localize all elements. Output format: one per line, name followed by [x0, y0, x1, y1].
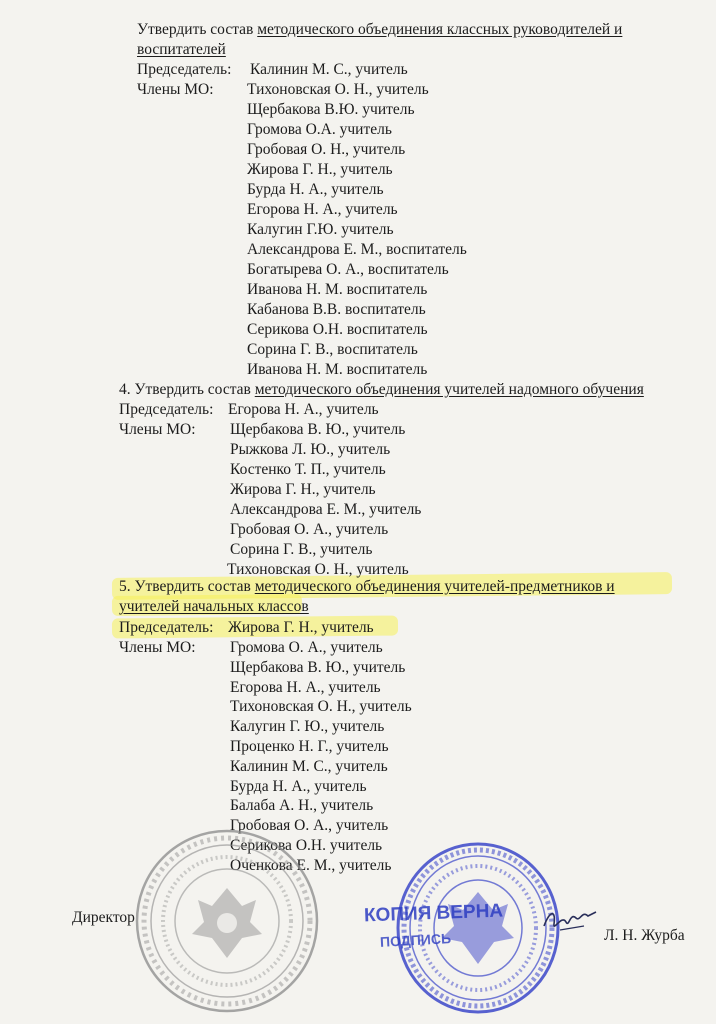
member-item: Егорова Н. А., учитель	[247, 201, 398, 218]
member-item: Иванова Н. М. воспитатель	[247, 361, 428, 378]
member-item: Бурда Н. А., учитель	[230, 777, 367, 795]
copy-stamp-subtext: ПОДПИСЬ	[379, 930, 452, 950]
member-item: Щербакова В. Ю., учитель	[230, 658, 406, 676]
member-item: Тихоновская О. Н., учитель	[247, 81, 429, 98]
block4-title: методического объединения учителей надомного обучения	[254, 381, 644, 398]
member-item: Балаба А. Н., учитель	[230, 797, 374, 815]
member-item: Александрова Е. М., воспитатель	[247, 241, 467, 258]
block4-chair-label: Председатель:	[119, 401, 214, 418]
member-item: Егорова Н. А., учитель	[230, 678, 381, 696]
member-item: Иванова Н. М. воспитатель	[247, 281, 428, 298]
round-seal-gray	[132, 826, 322, 1016]
block4-intro: 4. Утвердить состав	[119, 381, 255, 398]
block4-chair: Егорова Н. А., учитель	[228, 401, 379, 418]
member-item: Тихоновская О. Н., учитель	[227, 561, 409, 578]
block3-members-label: Члены МО:	[137, 81, 214, 98]
director-title: Директор	[72, 909, 135, 926]
block3-intro: Утвердить состав	[137, 21, 258, 38]
member-item: Гробовая О. А., учитель	[230, 817, 389, 835]
handwritten-signature	[540, 904, 602, 938]
member-item: Щербакова В. Ю., учитель	[230, 421, 406, 438]
member-item: Гробовая О. А., учитель	[230, 521, 389, 538]
block5-heading	[119, 577, 615, 597]
member-item: Сорина Г. В., воспитатель	[247, 341, 418, 358]
member-item: Щербакова В.Ю. учитель	[247, 101, 415, 118]
block5-title-cont: учителей начальных классов	[119, 598, 309, 615]
member-item: Сорина Г. В., учитель	[230, 541, 373, 558]
member-item: Кабанова В.В. воспитатель	[247, 301, 426, 318]
round-seal-blue	[390, 840, 560, 1015]
member-item: Калугин Г. Ю., учитель	[230, 718, 385, 736]
block4-heading	[119, 380, 644, 400]
member-item: Тихоновская О. Н., учитель	[230, 698, 412, 716]
member-item: Костенко Т. П., учитель	[230, 461, 386, 478]
member-item: Бурда Н. А., учитель	[247, 181, 384, 198]
member-item: Богатырева О. А., воспитатель	[247, 261, 449, 278]
block5-title: методического объединения учителей-предметников и	[254, 578, 615, 595]
block4-members-label: Члены МО:	[119, 421, 196, 438]
block5-members-label: Члены МО:	[119, 639, 196, 656]
member-item: Александрова Е. М., учитель	[230, 501, 422, 518]
block5-chair: Жирова Г. Н., учитель	[228, 619, 374, 636]
member-item: Серикова О.Н. учитель	[230, 837, 383, 854]
block3-chair-label: Председатель:	[137, 61, 232, 78]
member-item: Жирова Г. Н., учитель	[230, 481, 376, 498]
member-item: Серикова О.Н. воспитатель	[247, 321, 428, 338]
member-item: Гробовая О. Н., учитель	[247, 141, 406, 158]
member-item: Оченкова Е. М., учитель	[230, 856, 392, 874]
block5-intro: 5. Утвердить состав	[119, 578, 255, 595]
member-item: Жирова Г. Н., учитель	[247, 161, 393, 178]
member-item: Проценко Н. Г., учитель	[230, 738, 389, 755]
copy-stamp-text: КОПИЯ ВЕРНА	[363, 900, 504, 927]
block5-chair-label: Председатель:	[119, 619, 214, 636]
member-item: Громова О.А. учитель	[247, 121, 392, 138]
member-item: Калугин Г.Ю. учитель	[247, 221, 394, 238]
block3-chair: Калинин М. С., учитель	[250, 61, 408, 78]
member-item: Калинин М. С., учитель	[230, 757, 388, 775]
block3-heading	[137, 20, 622, 40]
block3-title-cont: воспитателей	[137, 41, 226, 58]
director-name: Л. Н. Журба	[604, 927, 685, 944]
member-item: Рыжкова Л. Ю., учитель	[230, 441, 391, 458]
block3-title: методического объединения классных руководителей и	[257, 21, 623, 38]
member-item: Громова О. А., учитель	[230, 639, 383, 656]
